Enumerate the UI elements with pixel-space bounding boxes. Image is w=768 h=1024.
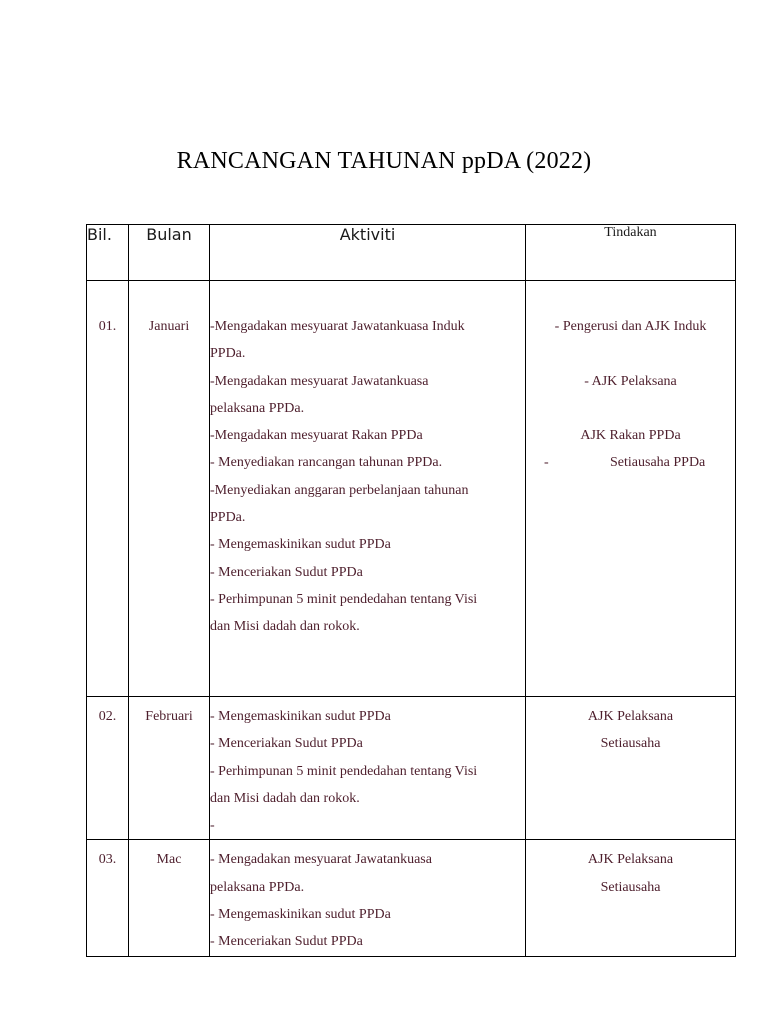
tindakan-cell: [526, 840, 736, 957]
aktiviti-line: pelaksana PPDa.: [210, 879, 305, 895]
aktiviti-line: PPDa.: [210, 346, 246, 362]
bulan-cell: Mac: [129, 840, 210, 957]
bil-cell: 03.: [87, 840, 129, 957]
page-title: RANCANGAN TAHUNAN ppDA (2022): [176, 148, 592, 174]
table-row: [87, 840, 736, 957]
aktiviti-line: - Mengemaskinikan sudut PPDa: [210, 907, 391, 923]
aktiviti-line: -: [210, 818, 215, 834]
tindakan-line: Setiausaha: [600, 736, 661, 752]
bil-cell: 01.: [87, 281, 129, 697]
aktiviti-line: - Mengemaskinikan sudut PPDa: [210, 709, 391, 724]
table-row: [87, 697, 736, 840]
aktiviti-line: PPDa.: [210, 510, 246, 526]
tindakan-line: - Setiausaha PPDa: [544, 455, 706, 471]
aktiviti-line: -Mengadakan mesyuarat Jawatankuasa Induk: [210, 319, 465, 334]
aktiviti-line: - Menceriakan Sudut PPDa: [210, 934, 363, 950]
tindakan-line: AJK Rakan PPDa: [580, 428, 681, 444]
aktiviti-line: - Mengemaskinikan sudut PPDa: [210, 537, 391, 553]
tindakan-line: AJK Pelaksana: [587, 709, 674, 724]
aktiviti-line: - Perhimpunan 5 minit pendedahan tentang Visi: [210, 763, 478, 779]
aktiviti-line: - Mengadakan mesyuarat Jawatankuasa: [210, 852, 432, 868]
bulan-cell: Februari: [129, 697, 210, 840]
aktiviti-line: -Mengadakan mesyuarat Jawatankuasa: [210, 373, 429, 389]
aktiviti-line: - Menceriakan Sudut PPDa: [210, 736, 363, 752]
tindakan-line: - Pengerusi dan AJK Induk: [554, 319, 707, 334]
bulan-cell: Januari: [129, 281, 210, 697]
tindakan-line: - AJK Pelaksana: [584, 373, 677, 389]
aktiviti-line: - Menyediakan rancangan tahunan PPDa.: [210, 455, 443, 471]
table-header-row: [87, 225, 736, 281]
tindakan-cell: [526, 281, 736, 697]
table-row: [87, 281, 736, 697]
aktiviti-cell: [210, 840, 526, 957]
tindakan-line: AJK Pelaksana: [587, 852, 674, 868]
aktiviti-cell: [210, 281, 526, 697]
aktiviti-line: - Menceriakan Sudut PPDa: [210, 564, 363, 580]
tindakan-line: Setiausaha: [600, 879, 661, 895]
header-bil: Bil.: [87, 225, 129, 281]
tindakan-cell: [526, 697, 736, 840]
annual-plan-table: [86, 224, 736, 957]
aktiviti-line: -Mengadakan mesyuarat Rakan PPDa: [210, 428, 423, 444]
aktiviti-line: dan Misi dadah dan rokok.: [210, 790, 360, 806]
aktiviti-line: pelaksana PPDa.: [210, 400, 305, 416]
aktiviti-line: -Menyediakan anggaran perbelanjaan tahunan: [210, 482, 469, 498]
header-tindakan: Tindakan: [526, 225, 736, 281]
aktiviti-cell: [210, 697, 526, 840]
header-bulan: Bulan: [129, 225, 210, 281]
header-aktiviti: Aktiviti: [210, 225, 526, 281]
aktiviti-line: - Perhimpunan 5 minit pendedahan tentang Visi: [210, 591, 478, 607]
aktiviti-line: dan Misi dadah dan rokok.: [210, 619, 360, 635]
bil-cell: 02.: [87, 697, 129, 840]
